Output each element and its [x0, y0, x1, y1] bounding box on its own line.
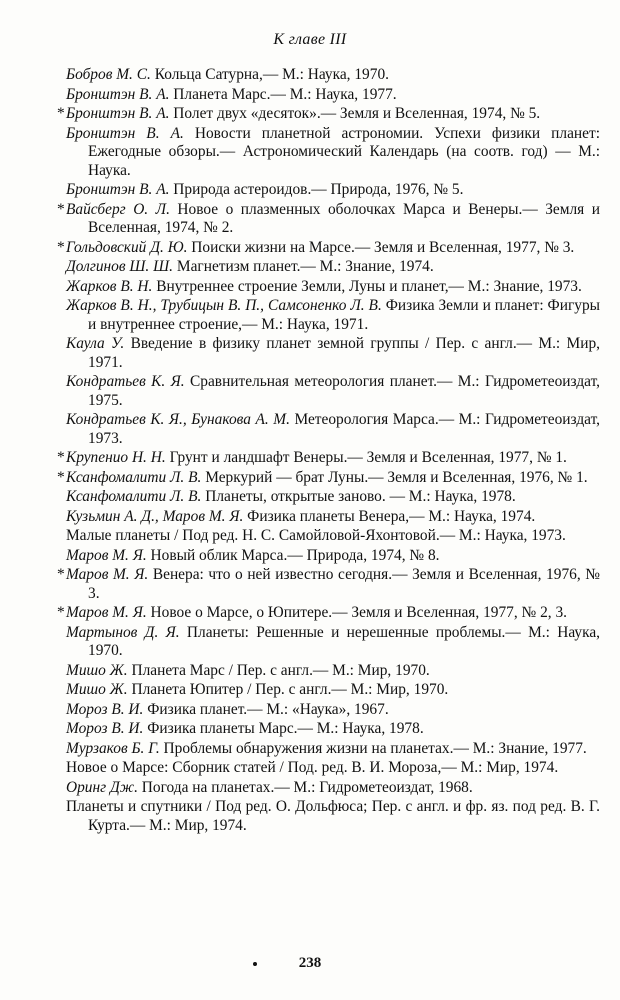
bibliography-entry: *Маров М. Я. Венера: что о ней известно сегодня.— Земля и Вселенная, 1976, № 3. [57, 566, 600, 602]
bibliography-entry: *Крупенио Н. Н. Грунт и ландшафт Венеры.— Земля и Вселенная, 1977, № 1. [57, 449, 567, 466]
entry-text: Планеты и спутники / Под ред. О. Дольфюса; Пер. с англ. и фр. яз. под ред. В. Г. Курта.— М.: Мир, 1974. [66, 798, 600, 834]
entry-text: Магнетизм планет.— М.: Знание, 1974. [173, 258, 434, 275]
bibliography-entry [66, 181, 600, 200]
entry-author: Оринг Дж. [66, 778, 138, 796]
entry-text: Кольца Сатурна,— М.: Наука, 1970. [150, 66, 389, 83]
entry-text: Природа астероидов.— Природа, 1976, № 5. [169, 181, 464, 198]
bibliography-entry: *Гольдовский Д. Ю. Поиски жизни на Марсе.— Земля и Вселенная, 1977, № 3. [57, 238, 575, 256]
entry-text: Физика планет.— М.: «Наука», 1967. [143, 700, 389, 718]
entry-text: Сравнительная метеорология планет.— М.: Гидрометеоиздат, 1975. [88, 373, 600, 409]
bibliography-entry: *Ксанфомалити Л. В. Меркурий — брат Луны.— Земля и Вселенная, 1976, № 1. [57, 468, 588, 486]
bibliography-entry: *Вайсберг О. Л. Новое о плазменных оболочках Марса и Венеры.— Земля и Вселенная, 1974, № 2. [57, 200, 600, 236]
entry-author: Каула У. [66, 335, 125, 352]
bibliography-entry [66, 488, 600, 507]
bibliography-entry [66, 798, 600, 835]
entry-author: Вайсберг О. Л. [66, 200, 170, 218]
entry-author: Бронштэн В. А. [66, 105, 170, 122]
entry-text: Поиски жизни на Марсе.— Земля и Вселенная, 1977, № 3. [187, 238, 575, 256]
entry-text: Малые планеты / Под ред. Н. С. Самойловой-Яхонтовой.— М.: Наука, 1973. [66, 527, 566, 544]
entry-author: Кондратьев К. Я. [66, 373, 185, 390]
entry-author: Ксанфомалити Л. В. [66, 488, 202, 505]
bibliography-entry [66, 278, 600, 297]
entry-text: Полет двух «десяток».— Земля и Вселенная, 1974, № 5. [169, 105, 541, 122]
bibliography-entry [66, 125, 600, 181]
entry-text: Физика планеты Марс.— М.: Наука, 1978. [143, 720, 424, 737]
bibliography-entry [66, 547, 600, 566]
entry-text: Физика Земли и планет: Фигуры и внутреннее строение,— М.: Наука, 1971. [88, 297, 600, 333]
entry-author: Жарков В. Н., Трубицын В. П., Самсоненко Л. В. [66, 297, 382, 314]
entry-text: Введение в физику планет земной группы / Пер. с англ.— М.: Мир, 1971. [88, 335, 600, 371]
entry-text: Новое о Марсе: Сборник статей / Под. ред. В. И. Мороза,— М.: Мир, 1974. [66, 759, 559, 776]
entry-author: Мороз В. И. [66, 700, 144, 718]
entry-author: Бронштэн В. А. [66, 124, 184, 142]
entry-author: Мартынов Д. Я. [66, 623, 180, 641]
entry-author: Мурзаков Б. Г. [66, 739, 160, 757]
entry-author: Мороз В. И. [66, 720, 144, 737]
bibliography-entry [66, 681, 600, 700]
entry-author: Крупенио Н. Н. [66, 449, 166, 466]
bibliography-entry [66, 527, 600, 546]
bibliography-entry [66, 86, 600, 105]
entry-text: Планеты, открытые заново. — М.: Наука, 1978. [201, 488, 516, 505]
bibliography-entry [66, 662, 600, 681]
bibliography-entry [66, 411, 600, 448]
bibliography-entry [66, 759, 600, 778]
entry-author: Бронштэн В. А. [66, 181, 170, 198]
entry-text: Меркурий — брат Луны.— Земля и Вселенная, 1976, № 1. [201, 468, 588, 486]
bibliography-entry [66, 297, 600, 334]
entry-text: Грунт и ландшафт Венеры.— Земля и Вселенная, 1977, № 1. [165, 449, 567, 466]
bibliography-entry [66, 740, 600, 759]
page-number: 238 [298, 955, 322, 971]
entry-author: Долгинов Ш. Ш. [66, 258, 174, 275]
entry-text: Новый облик Марса.— Природа, 1974, № 8. [146, 546, 440, 564]
bibliography-entry [66, 335, 600, 372]
entry-text: Погода на планетах.— М.: Гидрометеоиздат, 1968. [137, 778, 473, 796]
entry-text: Планета Марс.— М.: Наука, 1977. [169, 85, 397, 103]
entry-text: Проблемы обнаружения жизни на планетах.— М.: Знание, 1977. [159, 739, 587, 757]
entry-author: Мишо Ж. [66, 661, 128, 679]
entry-author: Бобров М. С. [66, 66, 151, 83]
entry-author: Кузьмин А. Д., Маров М. Я. [66, 507, 244, 525]
bibliography-entry [66, 66, 600, 85]
bibliography-entry [66, 720, 600, 739]
entry-text: Внутреннее строение Земли, Луны и планет,— М.: Знание, 1973. [152, 277, 582, 295]
bibliography-entry: *Маров М. Я. Новое о Марсе, о Юпитере.— Земля и Вселенная, 1977, № 2, 3. [57, 604, 568, 621]
bibliography-entry [66, 779, 600, 798]
entry-author: Кондратьев К. Я., Бунакова А. М. [66, 411, 290, 428]
entry-author: Маров М. Я. [66, 604, 147, 621]
bibliography-entry [66, 508, 600, 527]
bibliography-list [57, 66, 600, 836]
bibliography-entry: *Бронштэн В. А. Полет двух «десяток».— Земля и Вселенная, 1974, № 5. [57, 105, 541, 122]
entry-text: Новости планетной астрономии. Успехи физики планет: Ежегодные обзоры.— Астрономический Календарь (на соотв. год) — М.: Наука. [88, 124, 600, 179]
entry-text: Планеты: Решенные и нерешенные проблемы.— М.: Наука, 1970. [88, 623, 600, 659]
entry-text: Венера: что о ней известно сегодня.— Земля и Вселенная, 1976, № 3. [88, 566, 600, 602]
entry-author: Маров М. Я. [66, 546, 147, 564]
entry-text: Планета Марс / Пер. с англ.— М.: Мир, 1970. [127, 661, 430, 679]
entry-author: Бронштэн В. А. [66, 85, 170, 103]
entry-author: Маров М. Я. [66, 566, 149, 583]
entry-author: Жарков В. Н. [66, 277, 153, 295]
entry-text: Новое о Марсе, о Юпитере.— Земля и Вселенная, 1977, № 2, 3. [146, 604, 568, 621]
entry-text: Метеорология Марса.— М.: Гидрометеоиздат, 1973. [88, 411, 600, 447]
bibliography-entry [66, 258, 600, 277]
entry-text: Новое о плазменных оболочках Марса и Венеры.— Земля и Вселенная, 1974, № 2. [88, 200, 600, 236]
entry-text: Физика планеты Венера,— М.: Наука, 1974. [243, 507, 536, 525]
chapter-heading: К главе III [273, 31, 347, 48]
entry-author: Ксанфомалити Л. В. [66, 468, 202, 486]
bibliography-entry [66, 624, 600, 661]
bibliography-entry [66, 373, 600, 410]
entry-author: Гольдовский Д. Ю. [66, 238, 188, 256]
entry-author: Мишо Ж. [66, 681, 128, 698]
bibliography-entry [66, 701, 600, 720]
entry-text: Планета Юпитер / Пер. с англ.— М.: Мир, 1970. [127, 681, 449, 698]
